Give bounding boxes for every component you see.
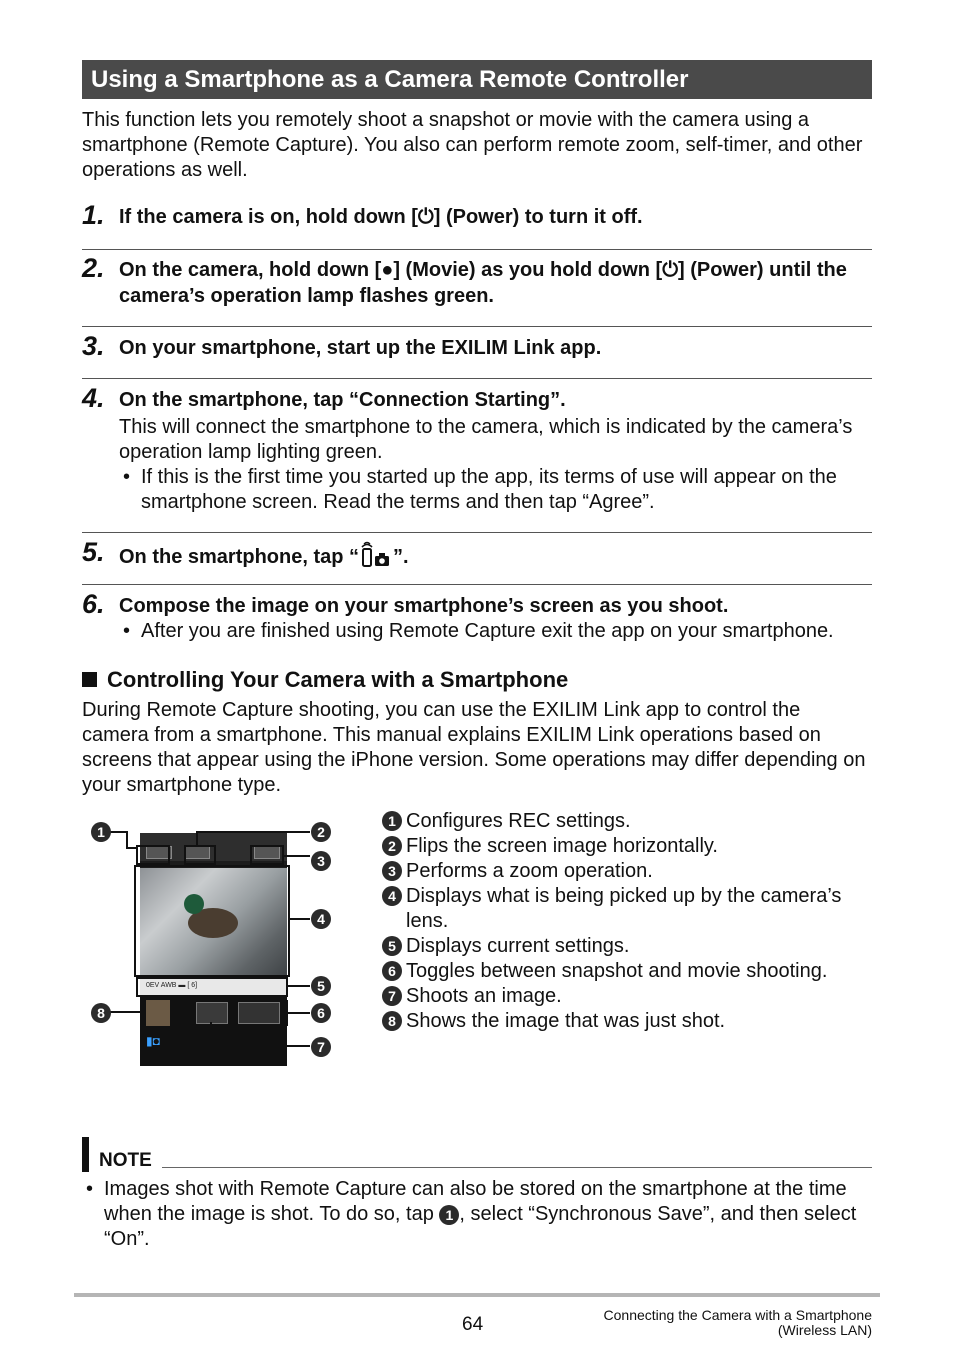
step-number: 3. (82, 331, 105, 361)
step-heading: On the camera, hold down [●] (Movie) as you hold down [⏻] (Power) until the camera’s operation lamp flashes green. (119, 259, 847, 307)
leader-line (286, 1012, 310, 1014)
section-heading (82, 666, 568, 694)
legend-text: Configures REC settings. (406, 810, 631, 832)
callout-number: 8 (382, 1011, 402, 1031)
legend-text: Displays current settings. (406, 935, 630, 957)
leader-line (196, 831, 198, 845)
legend-text: Shows the image that was just shot. (406, 1010, 726, 1032)
step-4 (82, 383, 872, 515)
callout-number: 6 (311, 1003, 331, 1023)
callout-number: 5 (382, 936, 402, 956)
legend-text: Shoots an image. (406, 985, 562, 1007)
leader-line (210, 1045, 310, 1047)
callout-box-3 (250, 845, 284, 865)
step-6 (82, 589, 872, 644)
step-heading: On your smartphone, start up the EXILIM Link app. (119, 337, 602, 359)
app-tab-icon: ▮◘ (146, 1034, 160, 1048)
step-bullet: • If this is the first time you started up the app, its terms of use will appear on the smartphone screen. Read the terms and then tap “Agree”. (119, 465, 872, 515)
note-marker (82, 1137, 89, 1172)
legend-item (382, 809, 872, 834)
intro-paragraph: This function lets you remotely shoot a snapshot or movie with the camera using a smartphone (Remote Capture). You also can perform remote zoom, self-timer, and other operations as well. (82, 109, 863, 181)
black-square-icon (82, 672, 97, 687)
callout-number: 4 (311, 909, 331, 929)
callout-number: 2 (311, 822, 331, 842)
step-number: 4. (82, 383, 105, 413)
leader-line (210, 1022, 212, 1046)
smartphone-camera-icon (359, 541, 393, 576)
footer-rule (74, 1293, 880, 1297)
divider (82, 378, 872, 379)
legend-item (382, 984, 872, 1009)
footer-chapter (604, 1308, 872, 1338)
step-number: 2. (82, 253, 105, 283)
callout-number: 5 (311, 976, 331, 996)
callout-number: 6 (382, 961, 402, 981)
note-label: NOTE (99, 1150, 152, 1171)
leader-line (196, 831, 310, 833)
step-2 (82, 253, 872, 309)
step-heading: Compose the image on your smartphone’s screen as you shoot. (119, 595, 729, 617)
step-heading: On the smartphone, tap “Connection Starting”. (119, 389, 566, 411)
step-1 (82, 200, 872, 230)
callout-box-8 (142, 998, 178, 1028)
figure-legend (382, 809, 872, 1034)
step-number: 6. (82, 589, 105, 619)
step-5 (82, 537, 872, 576)
note-text-post: , select “Synchronous Save”, and then select “On”. (104, 1203, 857, 1250)
leader-line (286, 985, 310, 987)
callout-number: 1 (439, 1205, 459, 1225)
step-body: This will connect the smartphone to the camera, which is indicated by the camera’s operation lamp lighting green. (119, 416, 853, 463)
note-text-pre: Images shot with Remote Capture can also be stored on the smartphone at the time when the image is shot. To do so, tap (104, 1178, 847, 1225)
settings-bar: 0EV AWB ▬ [ 6] (140, 977, 287, 995)
step-heading-pre: On the smartphone, tap “ (119, 546, 360, 568)
note-bullet (82, 1177, 872, 1252)
legend-item (382, 934, 872, 959)
callout-number: 8 (91, 1003, 111, 1023)
app-screen-figure (88, 815, 338, 1075)
legend-text: Toggles between snapshot and movie shooting. (406, 960, 828, 982)
step-heading (119, 541, 872, 576)
leader-line (282, 855, 310, 857)
legend-item (382, 959, 872, 984)
callout-box-4 (134, 865, 290, 977)
callout-box-6 (232, 1000, 288, 1026)
page-title: Using a Smartphone as a Camera Remote Controller (82, 60, 872, 99)
callout-number: 4 (382, 886, 402, 906)
divider (82, 532, 872, 533)
callout-number: 7 (382, 986, 402, 1006)
callout-number: 7 (311, 1037, 331, 1057)
footer-line-1: Connecting the Camera with a Smartphone (603, 1307, 872, 1323)
legend-text: Performs a zoom operation. (406, 860, 653, 882)
leader-line (108, 1011, 142, 1013)
section-heading-text: Controlling Your Camera with a Smartphone (107, 667, 569, 692)
legend-item (382, 884, 872, 934)
callout-box-1 (136, 845, 170, 865)
callout-number: 2 (382, 836, 402, 856)
divider (82, 326, 872, 327)
divider (82, 249, 872, 250)
step-heading: If the camera is on, hold down [⏻] (Power) to turn it off. (119, 206, 643, 228)
legend-item (382, 834, 872, 859)
callout-number: 1 (91, 822, 111, 842)
legend-text: Flips the screen image horizontally. (406, 835, 718, 857)
note-body (82, 1177, 872, 1252)
legend-item (382, 859, 872, 884)
callout-box-5 (136, 977, 288, 997)
step-number: 1. (82, 200, 105, 230)
step-bullet: • After you are finished using Remote Capture exit the app on your smartphone. (119, 619, 872, 644)
callout-number: 3 (311, 851, 331, 871)
divider (82, 584, 872, 585)
callout-number: 3 (382, 861, 402, 881)
legend-item (382, 1009, 872, 1034)
section-body: During Remote Capture shooting, you can use the EXILIM Link app to control the camera from a smartphone. This manual explains EXILIM Link operations based on screens that appear using the iPhone version. Some operations may differ depending on your smartphone type. (82, 699, 866, 796)
page-number: 64 (462, 1314, 484, 1335)
step-number: 5. (82, 537, 105, 567)
leader-line (288, 918, 310, 920)
leader-line (126, 847, 138, 849)
callout-number: 1 (382, 811, 402, 831)
step-3 (82, 331, 872, 361)
footer-line-2: (Wireless LAN) (777, 1322, 872, 1338)
callout-box-2 (184, 845, 216, 865)
legend-text: Displays what is being picked up by the camera’s lens. (406, 885, 842, 932)
step-heading-post: ”. (393, 546, 409, 568)
note-divider (162, 1167, 872, 1168)
